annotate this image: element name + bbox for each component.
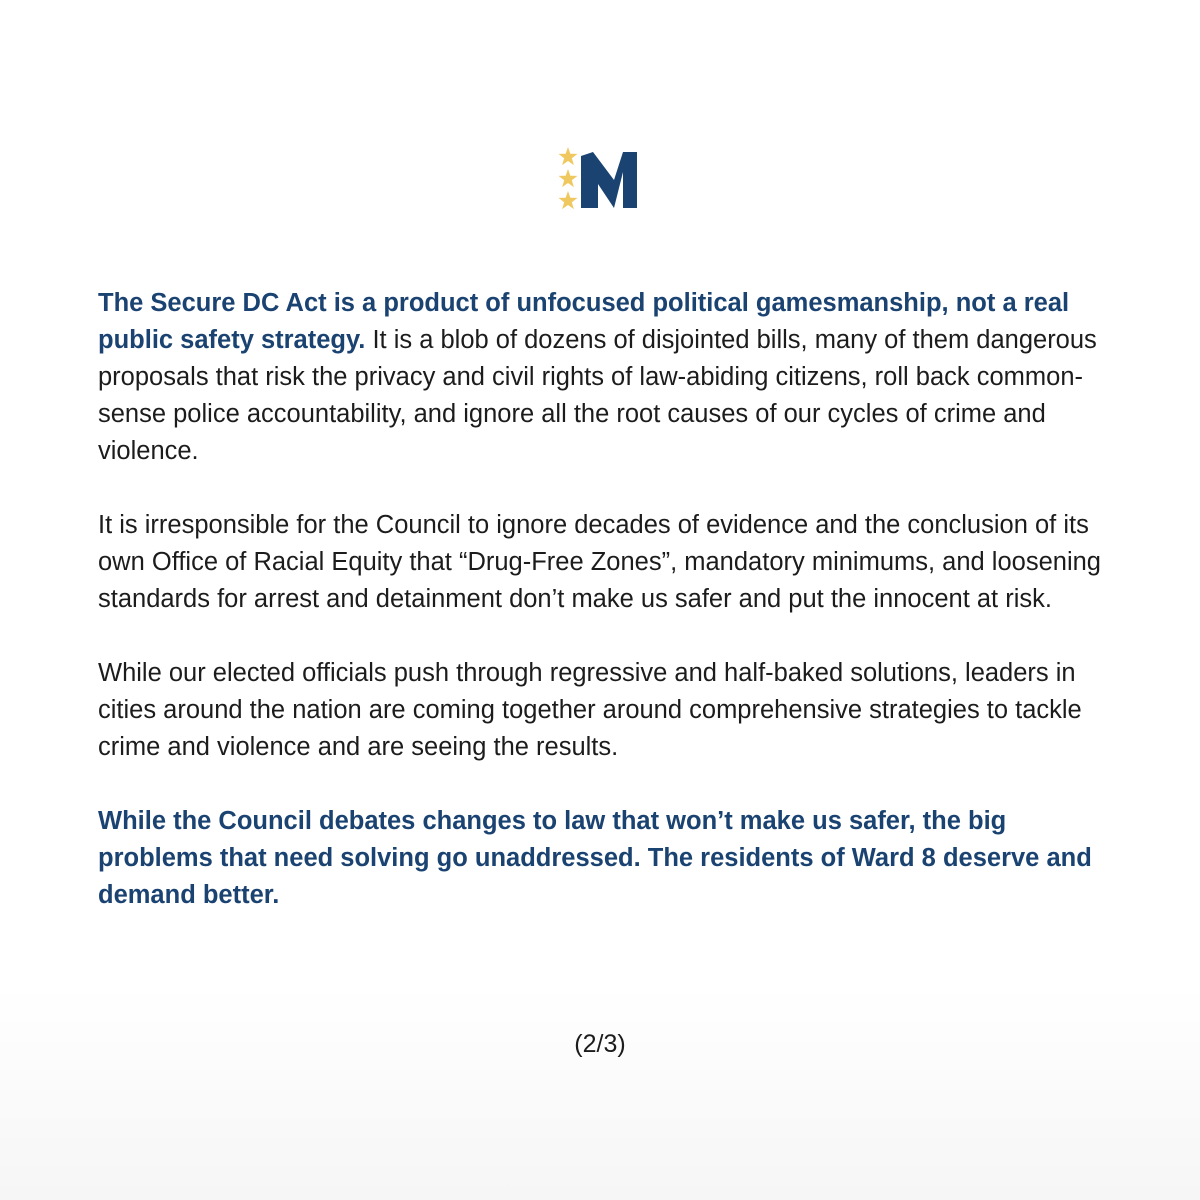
- paragraph-2: It is irresponsible for the Council to ignore decades of evidence and the conclusion of its own Office of Racial Equity that “Drug-Free Zones”, mandatory minimums, and loosening standards for arrest and detainment don’t make us safer and put the innocent at risk.: [98, 511, 1101, 613]
- paragraph-1-text: It is a blob of dozens of disjointed bills, many of them dangerous proposals that risk the privacy and civil rights of law-abiding citizens, roll back common-sense police accountability, and ignore all the root causes of our cycles of crime and violence.: [98, 326, 1097, 465]
- statement-body: [98, 285, 1108, 951]
- campaign-logo: [556, 146, 640, 214]
- paragraph-3: While our elected officials push through regressive and half-baked solutions, leaders in cities around the nation are coming together around comprehensive strategies to tackle crime and violence and are seeing the results.: [98, 659, 1082, 761]
- star-icon: [558, 191, 577, 209]
- m-letter-mark: [581, 152, 637, 208]
- paragraph-1: [98, 285, 1108, 470]
- page-indicator: (2/3): [574, 1030, 626, 1058]
- paragraph-4-bold: While the Council debates changes to law that won’t make us safer, the big problems that need solving go unaddressed. The residents of Ward 8 deserve and demand better.: [98, 807, 1092, 909]
- star-icon: [558, 169, 577, 187]
- star-icon: [558, 147, 577, 165]
- paragraph-1-bold-lead: The Secure DC Act is a product of unfocused political gamesmanship, not a real public safety strategy.: [98, 289, 1070, 354]
